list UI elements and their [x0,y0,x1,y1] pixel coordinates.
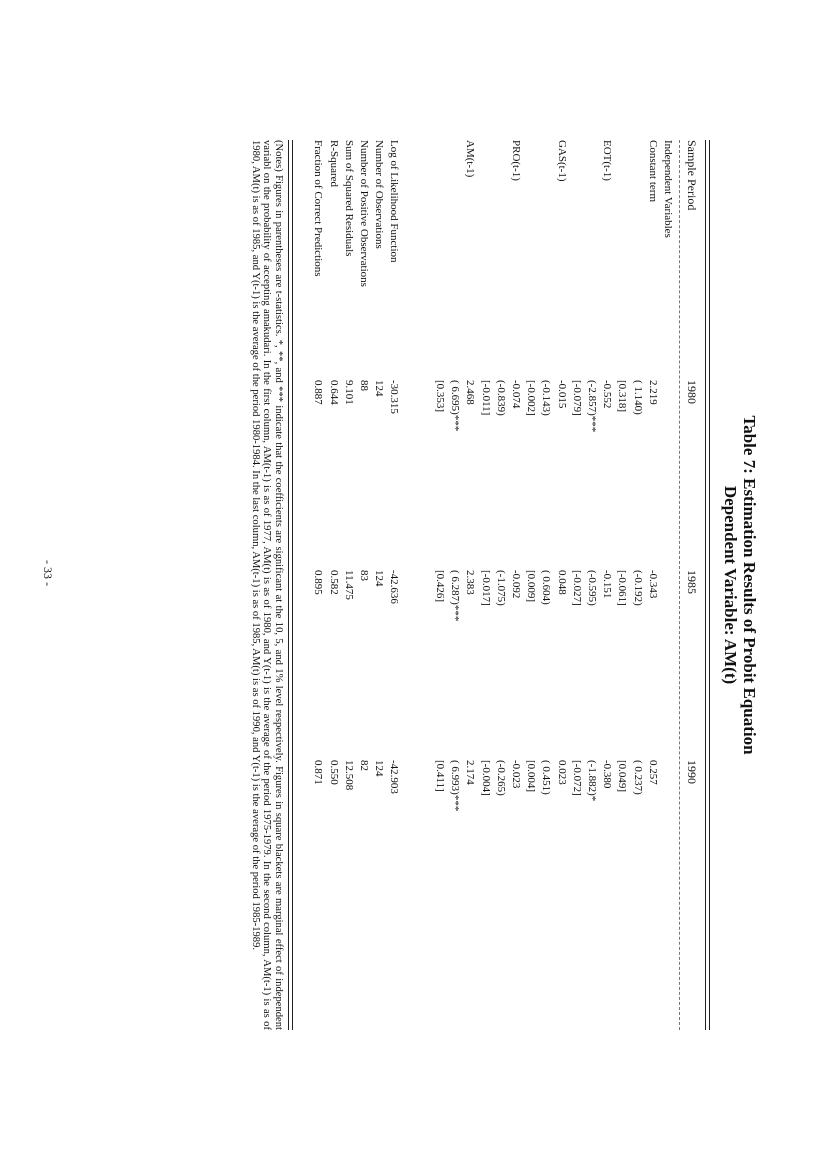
cell-1985: 11.475 [342,570,355,600]
cell-1985: [0.009] [525,570,538,603]
cell-1985: ( 6.287)*** [449,570,462,622]
cell-1985: 83 [358,570,370,581]
table-row [373,0,385,1170]
table-row [525,0,537,1170]
cell-1985: (-1.075) [494,570,507,606]
table-row [616,0,628,1170]
cell-1985: -0.151 [601,570,614,599]
row-label: Number of Positive Observations [358,140,370,287]
row-label: AM(t-1) [464,140,477,178]
table-row [312,0,324,1170]
cell-1985: -0.092 [510,570,522,599]
table-row [632,0,644,1170]
cell-1980: -30.315 [388,380,401,414]
cell-1980: 2.219 [646,380,659,405]
table-row [343,0,355,1170]
table-row [434,0,446,1170]
cell-1985: 0.048 [555,570,568,595]
table-row [571,0,583,1170]
cell-1980: (-2.857)*** [586,380,598,433]
cell-1990: [0.004] [525,760,538,793]
cell-1990: ( 0.237) [631,760,644,795]
cell-1985: [-0.017] [479,570,492,606]
table-subtitle: Dependent Variable: AM(t) [721,485,740,685]
cell-1980: [-0.011] [479,380,492,416]
row-label: Number of Observations [373,140,386,249]
cell-1980: [0.353] [434,380,446,413]
cell-1990: 124 [373,760,386,777]
table-row [510,0,522,1170]
table-row [388,0,400,1170]
cell-1990: -42.903 [388,760,401,794]
cell-1980: ( 6.695)*** [449,380,462,432]
cell-1985: 0.895 [312,570,325,595]
header-column-1985: 1985 [685,570,699,594]
table-row [662,0,674,1170]
cell-1980: [-0.002] [525,380,538,416]
cell-1980: 0.644 [327,380,340,405]
row-label: Constant term [646,140,659,203]
cell-1990: 0.257 [646,760,659,785]
cell-1980: ( 1.140) [631,380,644,415]
cell-1990: (-0.265) [494,760,507,796]
page-number: - 33 - [41,560,55,586]
cell-1990: -0.380 [601,760,614,789]
row-label: GAS(t-1) [555,140,568,182]
table-row [647,0,659,1170]
table-row [586,0,598,1170]
bottom-rule-second [288,140,289,1030]
cell-1985: [-0.061] [616,570,629,606]
table-row [480,0,492,1170]
cell-1980: (-0.143) [540,380,553,416]
row-label: PRO(t-1) [510,140,522,181]
cell-1985: ( 0.604) [540,570,553,605]
cell-1980: 2.468 [464,380,477,405]
table-row [601,0,613,1170]
table-row [464,0,476,1170]
cell-1990: [-0.004] [479,760,492,796]
cell-1990: [0.049] [616,760,629,793]
cell-1985: -0.343 [646,570,659,599]
table-notes: (Notes) Figures in parentheses are t-statistics. *, **, and *** indicate that the coefficients are significant at the 10, 5, and 1% level respectively. Figures in square blackets are marginal effect of independent variabl on the probability of accepting amakudari. In the first column, AM(t-1) is as of 1977, AM(t) is as of 1980, and Y(t-1) is the average of the period 1975-1979. In the second column, AM(t-1) is as of 1980, AM(t) is as of 1985, and Y(t-1) is the average of the period 1980-1984. In the last column, AM(t-1) is as of 1985, AM(t) is as of 1990, and Y(t-1) is the average of the period 1985-1989. [250,140,284,1030]
row-label: Fraction of Correct Predictions [312,140,325,277]
cell-1985: 124 [373,570,386,587]
cell-1985: -42.636 [388,570,401,604]
cell-1985: 0.582 [327,570,340,595]
cell-1980: [0.318] [616,380,629,413]
cell-1980: -0.015 [555,380,568,409]
cell-1980: 0.887 [312,380,325,405]
header-sample-period: Sample Period [685,140,699,211]
cell-1985: (-0.192) [631,570,644,606]
row-label: Independent Variables [662,140,674,238]
cell-1990: [-0.072] [570,760,583,796]
cell-1985: 2.383 [464,570,477,595]
table-row [419,0,431,1170]
cell-1990: 0.023 [555,760,568,785]
cell-1980: (-0.839) [494,380,507,416]
cell-1990: ( 0.451) [540,760,553,795]
cell-1985: [0.426] [434,570,446,603]
cell-1990: 0.550 [327,760,340,785]
cell-1985: (-0.595) [586,570,598,606]
cell-1990: 12.508 [342,760,355,791]
header-rule [679,140,680,1030]
row-label: EOT(t-1) [601,140,614,181]
header-column-1980: 1980 [685,380,699,404]
table-row [328,0,340,1170]
cell-1980: 88 [358,380,370,391]
cell-1990: 82 [358,760,370,771]
row-label: Sum of Squared Residuals [342,140,355,257]
cell-1980: -0.074 [510,380,522,409]
cell-1990: 0.871 [312,760,325,785]
cell-1980: 9.101 [342,380,355,405]
cell-1990: -0.023 [510,760,522,789]
cell-1980: 124 [373,380,386,397]
table-title: Table 7: Estimation Results of Probit Equation [740,415,759,755]
cell-1980: -0.552 [601,380,614,409]
table-row [404,0,416,1170]
row-label: Log of Likelihood Function [388,140,401,263]
cell-1990: (-1.882)* [586,760,598,802]
top-rule [709,140,710,1030]
header-column-1990: 1990 [685,760,699,784]
cell-1990: ( 6.993)*** [449,760,462,812]
bottom-rule [292,140,293,1030]
cell-1980: [-0.079] [570,380,583,416]
row-label: R-Squared [327,140,340,188]
table-row [449,0,461,1170]
top-rule-second [705,140,706,1030]
table-row [495,0,507,1170]
cell-1985: [-0.027] [570,570,583,606]
table-row [556,0,568,1170]
cell-1990: 2.174 [464,760,477,785]
cell-1990: [0.411] [434,760,446,792]
table-row [540,0,552,1170]
table-row [358,0,370,1170]
